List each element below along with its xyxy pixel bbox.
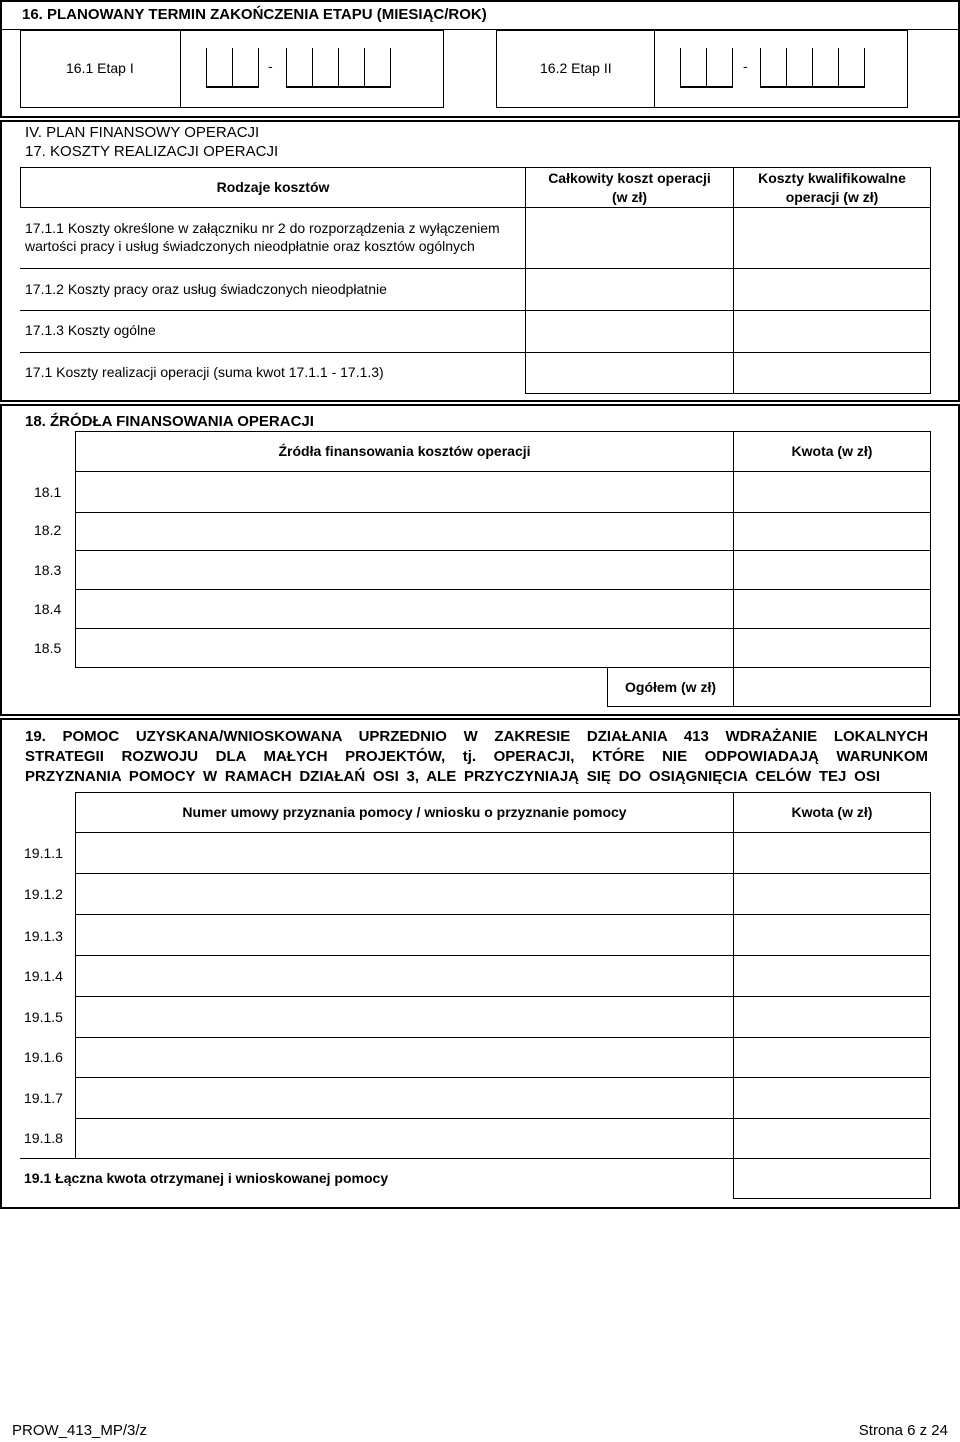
row-19-1-1-amount-input[interactable] [733,832,931,874]
row-18-1-source-input[interactable] [75,471,734,513]
total-18-amount-input[interactable] [733,667,931,707]
stage1-label: 16.1 Etap I [66,60,134,76]
section-19-title-line2: STRATEGII ROZWOJU DLA MAŁYCH PROJEKTÓW, tj. OPERACJI, KTÓRE NIE ODPOWIADAJĄ WARUNKOM [25,748,928,765]
row-18-3-source-input[interactable] [75,550,734,590]
row-17-1-1-qualified-input[interactable] [733,207,931,269]
stage1-separator: - [268,58,273,74]
stage2-month-digit-2[interactable] [706,48,733,88]
row-17-1-1-bottom-line [20,268,526,269]
row-19-1-4-number-input[interactable] [75,955,734,997]
footer-form-code: PROW_413_MP/3/z [12,1422,148,1439]
stage2-label: 16.2 Etap II [540,60,612,76]
footer-page-number: Strona 6 z 24 [858,1422,948,1439]
stage1-year-digit-4[interactable] [364,48,391,88]
row-19-1-7-amount-input[interactable] [733,1077,931,1119]
stage1-month-digit-2[interactable] [232,48,259,88]
col-header-qualified-line2: operacji (w zł) [785,189,879,205]
row-19-1-1-number-input[interactable] [75,832,734,874]
row-17-1-2-total-input[interactable] [525,268,734,311]
row-18-4-label: 18.4 [34,601,62,617]
row-17-1-3-bottom-line [20,352,526,353]
stage1-year-digit-1[interactable] [286,48,313,88]
row-17-1-1-total-input[interactable] [525,207,734,269]
row-17-1-2-label: 17.1.2 Koszty pracy oraz usług świadczonych nieodpłatnie [25,281,387,297]
row-17-1-1-label-line1: 17.1.1 Koszty określone w załączniku nr 2 do rozporządzenia z wyłączeniem [25,220,500,236]
total-19-amount-input[interactable] [733,1158,931,1199]
row-17-1-qualified-input[interactable] [733,352,931,394]
row-18-2-source-input[interactable] [75,512,734,551]
row-19-1-5-label: 19.1.5 [24,1009,63,1025]
col-header-types-label: Rodzaje kosztów [216,179,330,195]
stage1-divider [180,30,181,108]
col-header-sources-label: Źródła finansowania kosztów operacji [278,443,531,459]
row-18-3-amount-input[interactable] [733,550,931,590]
section-16-title: 16. PLANOWANY TERMIN ZAKOŃCZENIA ETAPU (MIESIĄC/ROK) [22,6,487,23]
row-18-2-label: 18.2 [34,522,62,538]
stage2-year-digit-3[interactable] [812,48,839,88]
row-17-1-2-bottom-line [20,310,526,311]
row-17-1-label: 17.1 Koszty realizacji operacji (suma kwot 17.1.1 - 17.1.3) [25,364,384,380]
row-19-1-4-amount-input[interactable] [733,955,931,997]
stage2-separator: - [743,58,748,74]
section-iv-title: IV. PLAN FINANSOWY OPERACJI [25,124,260,141]
section-18-title: 18. ŹRÓDŁA FINANSOWANIA OPERACJI [25,413,314,430]
row-17-1-2-qualified-input[interactable] [733,268,931,311]
row-18-5-amount-input[interactable] [733,628,931,668]
stage2-month-digit-1[interactable] [680,48,707,88]
section-19-title-line1: 19. POMOC UZYSKANA/WNIOSKOWANA UPRZEDNIO W ZAKRESIE DZIAŁANIA 413 WDRAŻANIE LOKALNYCH [25,728,928,745]
row-19-1-8-amount-input[interactable] [733,1118,931,1159]
row-18-4-amount-input[interactable] [733,589,931,629]
row-19-1-6-number-input[interactable] [75,1037,734,1078]
row-19-1-3-label: 19.1.3 [24,928,63,944]
stage2-divider [654,30,655,108]
row-17-1-3-qualified-input[interactable] [733,310,931,353]
row-17-1-3-label: 17.1.3 Koszty ogólne [25,322,156,338]
row-18-4-source-input[interactable] [75,589,734,629]
row-18-1-label: 18.1 [34,484,62,500]
row-19-1-7-number-input[interactable] [75,1077,734,1119]
col-header-total-line2: (w zł) [612,189,647,205]
col-header-qualified-line1: Koszty kwalifikowalne [758,170,906,186]
col-header-amount-18-label: Kwota (w zł) [791,443,873,459]
row-18-3-label: 18.3 [34,562,62,578]
row-19-1-5-number-input[interactable] [75,996,734,1038]
stage1-year-digit-2[interactable] [312,48,339,88]
section-19-title-line3: PRZYZNANIA POMOCY W RAMACH DZIAŁAŃ OSI 3, ALE PRZYCZYNIAJĄ SIĘ DO OSIĄGNIĘCIA CELÓW TEJ OSI [25,768,880,785]
section-17-title: 17. KOSZTY REALIZACJI OPERACJI [25,143,279,160]
row-19-1-6-amount-input[interactable] [733,1037,931,1078]
row-18-5-label: 18.5 [34,640,62,656]
row-19-1-1-label: 19.1.1 [24,845,63,861]
row-19-1-8-number-input[interactable] [75,1118,734,1159]
row-19-1-5-amount-input[interactable] [733,996,931,1038]
row-18-5-source-input[interactable] [75,628,734,668]
total-18-label: Ogółem (w zł) [625,679,716,695]
row-19-1-3-number-input[interactable] [75,914,734,956]
stage1-year-digit-3[interactable] [338,48,365,88]
row-18-1-amount-input[interactable] [733,471,931,513]
col-header-total-line1: Całkowity koszt operacji [548,170,711,186]
total-19-label: 19.1 Łączna kwota otrzymanej i wnioskowanej pomocy [24,1170,389,1186]
row-17-1-total-input[interactable] [525,352,734,394]
stage2-year-digit-1[interactable] [760,48,787,88]
col-header-number-label: Numer umowy przyznania pomocy / wniosku o przyznanie pomocy [182,804,627,820]
stage1-month-digit-1[interactable] [206,48,233,88]
row-19-1-8-label: 19.1.8 [24,1130,63,1146]
row-19-1-2-label: 19.1.2 [24,886,63,902]
row-19-1-7-label: 19.1.7 [24,1090,63,1106]
total-19-top-line [20,1158,734,1159]
row-17-1-3-total-input[interactable] [525,310,734,353]
col-header-amount-19-label: Kwota (w zł) [791,804,873,820]
row-19-1-3-amount-input[interactable] [733,914,931,956]
stage2-year-digit-4[interactable] [838,48,865,88]
row-19-1-4-label: 19.1.4 [24,968,63,984]
row-19-1-6-label: 19.1.6 [24,1049,63,1065]
row-19-1-2-number-input[interactable] [75,873,734,915]
row-17-1-1-label-line2: wartości pracy i usług świadczonych nieodpłatnie oraz kosztów ogólnych [25,238,475,254]
row-19-1-2-amount-input[interactable] [733,873,931,915]
row-18-2-amount-input[interactable] [733,512,931,551]
stage2-year-digit-2[interactable] [786,48,813,88]
